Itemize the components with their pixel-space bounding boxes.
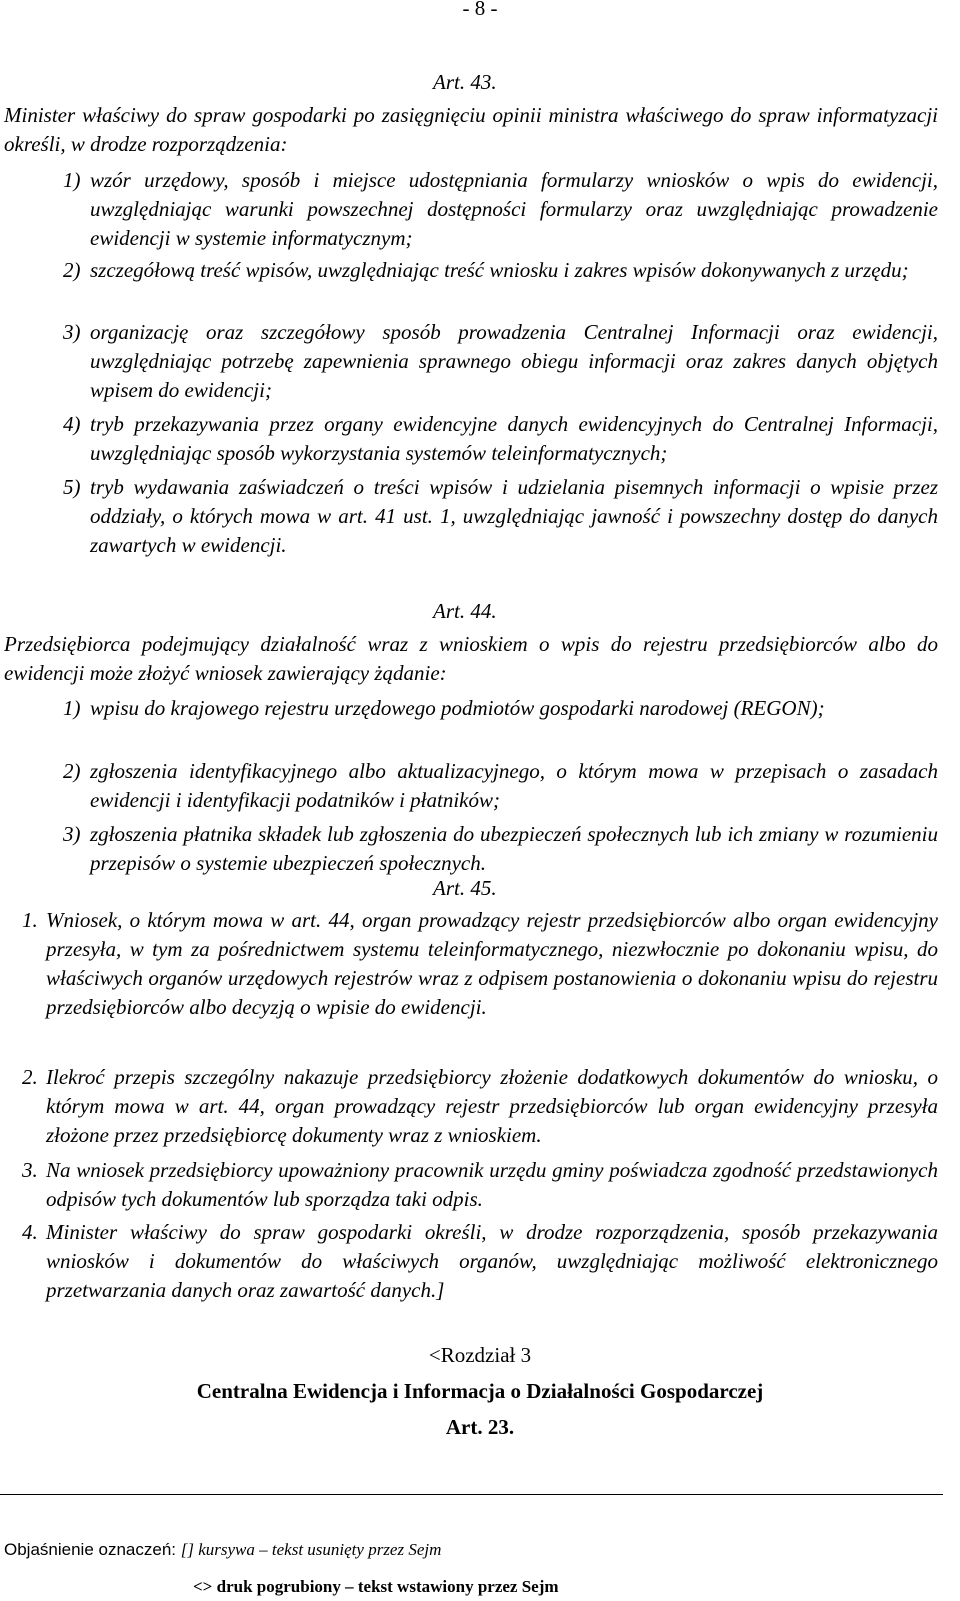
item-text: szczegółową treść wpisów, uwzględniając treść wniosku i zakres wpisów dokonywanych z urzędu; — [90, 258, 909, 282]
item-text: zgłoszenia identyfikacyjnego albo aktualizacyjnego, o którym mowa w przepisach o zasadach ewidencji i identyfikacji podatników i płatników; — [90, 759, 938, 812]
item-label: 2. — [22, 1065, 38, 1089]
item-label: 1. — [22, 908, 38, 932]
item-label: 3) — [63, 822, 81, 846]
item-label: 3) — [63, 320, 81, 344]
legend-bold: <> druk pogrubiony – tekst wstawiony przez Sejm — [193, 1577, 559, 1596]
chapter-title-text: <Rozdział 3 — [428, 1343, 532, 1367]
art43-heading: Art. 43. — [433, 70, 497, 94]
legend-italic: [] kursywa – tekst usunięty przez Sejm — [180, 1540, 442, 1559]
item-text: Ilekroć przepis szczególny nakazuje przedsiębiorcy złożenie dodatkowych dokumentów do wniosku, o którym mowa w art. 44, organ prowadzący rejestr przedsiębiorców lub organ ewidencyjny przesyła złożone przez przedsiębiorcę dokumenty wraz z wnioskiem. — [46, 1065, 938, 1147]
item-text: Wniosek, o którym mowa w art. 44, organ prowadzący rejestr przedsiębiorców albo organ ewidencyjny przesyła, w tym za pośrednictwem systemu teleinformatycznego, niezwłocznie po dokonaniu wpisu, do właściwych organów urzędowych rejestrów wraz z odpisem postanowienia o dokonaniu wpisu do rejestru przedsiębiorców albo decyzją o wpisie do ewidencji. — [46, 908, 938, 1019]
item-text: tryb wydawania zaświadczeń o treści wpisów i udzielania pisemnych informacji o wpisie przez oddziały, o których mowa w art. 41 ust. 1, uwzględniając jawność i powszechny dostęp do danych zawartych w ewidencji. — [90, 475, 938, 557]
legend-line — [4, 1540, 441, 1560]
item-text: wzór urzędowy, sposób i miejsce udostępniania formularzy wniosków o wpis do ewidencji, uwzględniając warunki powszechnej dostępności formularzy oraz uwzględniając prowadzenie ewidencji w systemie informatycznym; — [90, 168, 938, 250]
chapter-title — [0, 1341, 960, 1370]
item-label: 1) — [63, 168, 81, 192]
art43-intro: Minister właściwy do spraw gospodarki po zasięgnięciu opinii ministra właściwego do spraw informatyzacji określi, w drodze rozporządzenia: — [4, 103, 938, 156]
item-label: 2) — [63, 759, 81, 783]
item-text: wpisu do krajowego rejestru urzędowego podmiotów gospodarki narodowej (REGON); — [90, 696, 825, 720]
item-text: organizację oraz szczegółowy sposób prowadzenia Centralnej Informacji oraz ewidencji, uwzględniając potrzebę zapewnienia sprawnego obiegu informacji oraz zakres danych objętych wpisem do ewidencji; — [90, 320, 938, 402]
item-text: zgłoszenia płatnika składek lub zgłoszenia do ubezpieczeń społecznych lub ich zmiany w rozumieniu przepisów o systemie ubezpieczeń społecznych. — [90, 822, 938, 875]
item-label: 5) — [63, 475, 81, 499]
legend-label: Objaśnienie oznaczeń: — [4, 1540, 177, 1559]
item-text: Minister właściwy do spraw gospodarki określi, w drodze rozporządzenia, sposób przekazywania wniosków i dokumentów do właściwych organów, uwzględniając możliwość elektronicznego przetwarzania danych oraz zawartość danych.] — [46, 1220, 938, 1302]
chapter-subtitle: Centralna Ewidencja i Informacja o Działalności Gospodarczej — [196, 1379, 764, 1403]
item-label: 4. — [22, 1220, 38, 1244]
item-text: Na wniosek przedsiębiorcy upoważniony pracownik urzędu gminy poświadcza zgodność przedstawionych odpisów tych dokumentów lub sporządza taki odpis. — [46, 1158, 938, 1211]
item-label: 1) — [63, 696, 81, 720]
item-text: tryb przekazywania przez organy ewidencyjne danych ewidencyjnych do Centralnej Informacji, uwzględniając sposób wykorzystania systemów teleinformatycznych; — [90, 412, 938, 465]
page-number: - 8 - — [462, 0, 498, 20]
art44-intro: Przedsiębiorca podejmujący działalność wraz z wnioskiem o wpis do rejestru przedsiębiorców albo do ewidencji może złożyć wniosek zawierający żądanie: — [4, 632, 938, 685]
item-label: 3. — [22, 1158, 38, 1182]
chapter-article: Art. 23. — [445, 1415, 515, 1439]
item-label: 2) — [63, 258, 81, 282]
footnote-divider — [0, 1494, 943, 1495]
art44-heading: Art. 44. — [433, 599, 497, 623]
art45-heading: Art. 45. — [433, 876, 497, 900]
item-label: 4) — [63, 412, 81, 436]
